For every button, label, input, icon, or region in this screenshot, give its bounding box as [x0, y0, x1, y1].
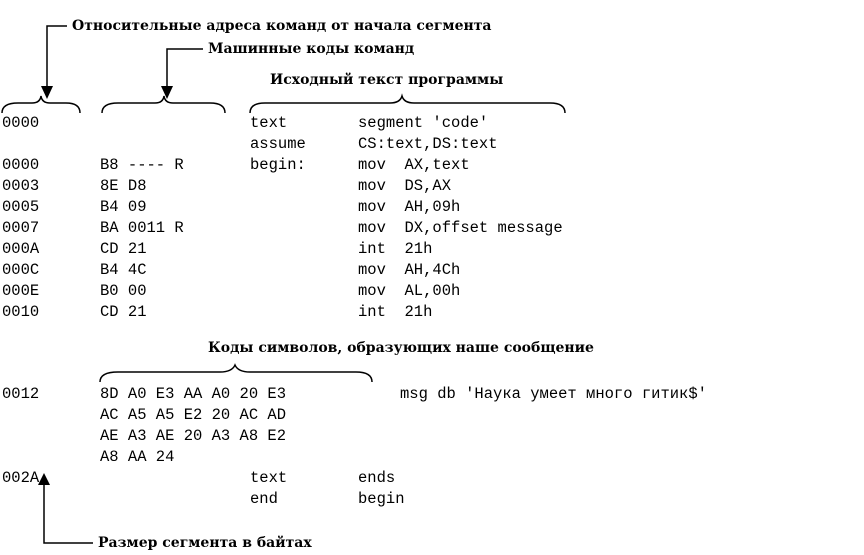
message-source: msg db 'Наука умеет много гитик$' — [400, 385, 707, 403]
row-operation: mov DX,offset message — [358, 219, 563, 237]
message-bytes-line: AE A3 AE 20 A3 A8 E2 — [100, 427, 287, 445]
row-machine-code: CD 21 — [100, 240, 147, 258]
row-operation: ends — [358, 469, 396, 487]
row-machine-code: BA 0011 R — [100, 219, 184, 237]
segment-size-label: Размер сегмента в байтах — [98, 535, 312, 551]
row-label: begin: — [250, 156, 306, 174]
offsets-callout-line — [47, 26, 67, 86]
machine-codes-brace — [102, 96, 225, 113]
row-operation: CS:text,DS:text — [358, 135, 498, 153]
offsets-label: Относительные адреса команд от начала сегмента — [72, 18, 492, 34]
char-codes-label: Коды символов, образующих наше сообщение — [208, 340, 594, 356]
row-operation: int 21h — [358, 240, 433, 258]
row-address: 000E — [2, 282, 40, 300]
row-operation: mov AL,00h — [358, 282, 461, 300]
row-label: end — [250, 490, 278, 508]
segment-size-address: 002A — [2, 469, 40, 487]
row-address: 000C — [2, 261, 40, 279]
row-machine-code: B0 00 — [100, 282, 147, 300]
row-machine-code: 8E D8 — [100, 177, 147, 195]
message-bytes-line: AC A5 A5 E2 20 AC AD — [100, 406, 287, 424]
source-text-label: Исходный текст программы — [270, 72, 504, 88]
row-operation: int 21h — [358, 303, 433, 321]
offsets-brace — [2, 96, 80, 113]
offsets-arrowhead — [41, 86, 53, 99]
row-address: 0000 — [2, 114, 40, 132]
row-operation: mov AH,09h — [358, 198, 461, 216]
row-machine-code: B4 4C — [100, 261, 147, 279]
row-operation: segment 'code' — [358, 114, 489, 132]
message-bytes-line: 8D A0 E3 AA A0 20 E3 — [100, 385, 287, 403]
row-operation: mov AX,text — [358, 156, 470, 174]
machine-codes-callout-line — [167, 49, 203, 86]
message-bytes-line: A8 AA 24 — [100, 448, 175, 466]
segment-size-callout-line — [44, 485, 93, 543]
segment-size-arrowhead — [38, 473, 50, 485]
row-address: 0010 — [2, 303, 40, 321]
row-address: 0000 — [2, 156, 40, 174]
machine-codes-label: Машинные коды команд — [208, 41, 415, 57]
row-address: 0003 — [2, 177, 40, 195]
row-operation: mov AH,4Ch — [358, 261, 461, 279]
source-text-brace — [250, 96, 565, 113]
row-label: text — [250, 114, 288, 132]
row-address: 0005 — [2, 198, 40, 216]
row-label: assume — [250, 135, 306, 153]
row-label: text — [250, 469, 288, 487]
row-operation: mov DS,AX — [358, 177, 452, 195]
row-machine-code: B4 09 — [100, 198, 147, 216]
machine-codes-arrowhead — [161, 86, 173, 99]
row-operation: begin — [358, 490, 405, 508]
row-address: 0007 — [2, 219, 40, 237]
row-machine-code: CD 21 — [100, 303, 147, 321]
message-address: 0012 — [2, 385, 40, 403]
char-codes-brace — [100, 365, 372, 382]
row-address: 000A — [2, 240, 40, 258]
row-machine-code: B8 ---- R — [100, 156, 184, 174]
